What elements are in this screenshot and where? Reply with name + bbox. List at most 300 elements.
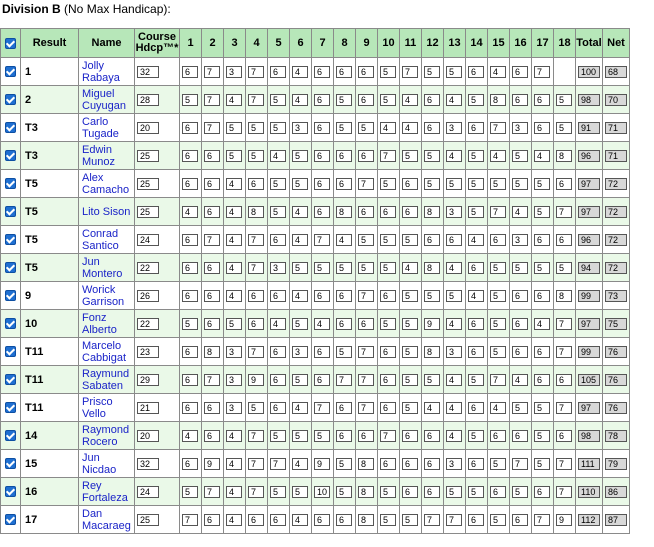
hole-score-field[interactable]: 6 — [380, 346, 396, 358]
hole-score-field[interactable]: 3 — [446, 346, 462, 358]
hole-score-field[interactable]: 6 — [490, 430, 506, 442]
hole-score-field[interactable]: 6 — [424, 430, 440, 442]
hole-score-field[interactable]: 5 — [336, 94, 352, 106]
hole-score-field[interactable]: 6 — [468, 346, 484, 358]
row-checkbox[interactable] — [5, 430, 16, 441]
player-name-link[interactable] — [82, 424, 134, 448]
hole-score-field[interactable]: 5 — [358, 262, 374, 274]
hdcp-field[interactable]: 28 — [137, 94, 159, 106]
hole-score-field[interactable]: 5 — [446, 290, 462, 302]
hole-score-field[interactable]: 5 — [402, 346, 418, 358]
hole-score-field[interactable]: 5 — [182, 94, 198, 106]
hole-score-field[interactable]: 5 — [292, 430, 308, 442]
player-name-link[interactable] — [82, 508, 134, 532]
hole-score-field[interactable]: 4 — [402, 94, 418, 106]
hole-score-field[interactable]: 5 — [402, 290, 418, 302]
hole-score-field[interactable]: 5 — [424, 66, 440, 78]
hole-score-field[interactable]: 6 — [248, 318, 264, 330]
hole-score-field[interactable]: 5 — [490, 262, 506, 274]
hole-score-field[interactable]: 5 — [226, 318, 242, 330]
player-name-link[interactable] — [82, 312, 134, 336]
hole-score-field[interactable]: 5 — [336, 346, 352, 358]
hole-score-field[interactable]: 5 — [402, 234, 418, 246]
hole-score-field[interactable]: 6 — [248, 514, 264, 526]
hole-score-field[interactable]: 6 — [468, 66, 484, 78]
hole-score-field[interactable]: 6 — [534, 374, 550, 386]
hole-score-field[interactable]: 7 — [358, 178, 374, 190]
hole-score-field[interactable]: 6 — [248, 290, 264, 302]
hole-score-field[interactable]: 5 — [534, 178, 550, 190]
player-name-link[interactable] — [82, 284, 134, 308]
hole-score-field[interactable]: 5 — [380, 318, 396, 330]
hole-score-field[interactable]: 5 — [358, 122, 374, 134]
hole-score-field[interactable]: 7 — [248, 234, 264, 246]
hole-score-field[interactable]: 4 — [292, 290, 308, 302]
hole-score-field[interactable]: 7 — [446, 514, 462, 526]
hole-score-field[interactable]: 5 — [248, 150, 264, 162]
hole-score-field[interactable]: 5 — [534, 430, 550, 442]
player-name-link[interactable] — [82, 396, 134, 420]
hole-score-field[interactable]: 7 — [490, 206, 506, 218]
hole-score-field[interactable]: 6 — [534, 234, 550, 246]
hole-score-field[interactable]: 8 — [424, 346, 440, 358]
hole-score-field[interactable]: 5 — [490, 290, 506, 302]
hole-score-field[interactable]: 4 — [446, 402, 462, 414]
hole-score-field[interactable]: 7 — [380, 430, 396, 442]
hole-score-field[interactable]: 6 — [424, 234, 440, 246]
hole-score-field[interactable]: 6 — [424, 458, 440, 470]
hole-score-field[interactable]: 8 — [556, 290, 572, 302]
select-all-checkbox[interactable] — [5, 38, 16, 49]
hole-score-field[interactable]: 7 — [490, 122, 506, 134]
hole-score-field[interactable]: 6 — [512, 346, 528, 358]
hole-score-field[interactable]: 4 — [446, 94, 462, 106]
hole-score-field[interactable]: 6 — [204, 402, 220, 414]
hole-score-field[interactable]: 4 — [490, 150, 506, 162]
player-name-link[interactable] — [82, 340, 134, 364]
hole-score-field[interactable]: 7 — [248, 66, 264, 78]
hole-score-field[interactable]: 4 — [292, 66, 308, 78]
hole-score-field[interactable]: 8 — [358, 458, 374, 470]
hole-score-field[interactable]: 6 — [490, 234, 506, 246]
hole-score-field[interactable]: 6 — [314, 374, 330, 386]
hole-score-field[interactable]: 7 — [248, 486, 264, 498]
hole-score-field[interactable]: 5 — [336, 486, 352, 498]
hdcp-field[interactable]: 25 — [137, 514, 159, 526]
hole-score-field[interactable]: 5 — [270, 178, 286, 190]
hole-score-field[interactable]: 6 — [556, 178, 572, 190]
hole-score-field[interactable]: 6 — [182, 178, 198, 190]
hole-score-field[interactable]: 5 — [512, 150, 528, 162]
hole-score-field[interactable]: 5 — [270, 94, 286, 106]
hole-score-field[interactable]: 6 — [314, 514, 330, 526]
hole-score-field[interactable]: 6 — [358, 66, 374, 78]
hole-score-field[interactable]: 3 — [226, 346, 242, 358]
row-checkbox[interactable] — [5, 178, 16, 189]
hole-score-field[interactable]: 6 — [336, 66, 352, 78]
hole-score-field[interactable]: 5 — [534, 458, 550, 470]
hole-score-field[interactable]: 9 — [248, 374, 264, 386]
hole-score-field[interactable]: 4 — [182, 206, 198, 218]
hole-score-field[interactable]: 5 — [314, 262, 330, 274]
hole-score-field[interactable]: 5 — [424, 178, 440, 190]
hdcp-field[interactable]: 25 — [137, 206, 159, 218]
hole-score-field[interactable]: 4 — [226, 290, 242, 302]
hole-score-field[interactable]: 6 — [358, 318, 374, 330]
hole-score-field[interactable]: 6 — [402, 430, 418, 442]
hole-score-field[interactable]: 3 — [270, 262, 286, 274]
hole-score-field[interactable]: 6 — [182, 234, 198, 246]
hole-score-field[interactable]: 6 — [336, 318, 352, 330]
hole-score-field[interactable]: 5 — [468, 206, 484, 218]
hole-score-field[interactable]: 8 — [204, 346, 220, 358]
hole-score-field[interactable]: 6 — [402, 178, 418, 190]
hole-score-field[interactable]: 5 — [402, 150, 418, 162]
player-name-link[interactable] — [82, 116, 134, 140]
hole-score-field[interactable]: 4 — [468, 290, 484, 302]
hole-score-field[interactable]: 5 — [556, 94, 572, 106]
hole-score-field[interactable]: 5 — [380, 514, 396, 526]
row-checkbox[interactable] — [5, 514, 16, 525]
hole-score-field[interactable]: 6 — [204, 150, 220, 162]
hole-score-field[interactable]: 4 — [292, 514, 308, 526]
hole-score-field[interactable]: 6 — [402, 486, 418, 498]
hdcp-field[interactable]: 25 — [137, 150, 159, 162]
hole-score-field[interactable]: 6 — [182, 122, 198, 134]
hole-score-field[interactable]: 6 — [314, 122, 330, 134]
hole-score-field[interactable]: 5 — [292, 486, 308, 498]
hole-score-field[interactable]: 5 — [248, 402, 264, 414]
hole-score-field[interactable]: 5 — [468, 94, 484, 106]
hole-score-field[interactable]: 5 — [380, 486, 396, 498]
hole-score-field[interactable]: 4 — [402, 262, 418, 274]
hole-score-field[interactable]: 6 — [204, 318, 220, 330]
hole-score-field[interactable]: 5 — [270, 486, 286, 498]
hole-score-field[interactable]: 5 — [292, 318, 308, 330]
hdcp-field[interactable]: 24 — [137, 234, 159, 246]
hole-score-field[interactable]: 7 — [358, 402, 374, 414]
hole-score-field[interactable]: 4 — [292, 206, 308, 218]
hole-score-field[interactable]: 6 — [270, 402, 286, 414]
hole-score-field[interactable]: 6 — [358, 430, 374, 442]
hole-score-field[interactable]: 6 — [336, 178, 352, 190]
hole-score-field[interactable]: 4 — [270, 150, 286, 162]
hole-score-field[interactable]: 3 — [446, 206, 462, 218]
hole-score-field[interactable]: 5 — [248, 122, 264, 134]
hole-score-field[interactable]: 7 — [358, 346, 374, 358]
hole-score-field[interactable]: 6 — [534, 346, 550, 358]
hdcp-field[interactable]: 21 — [137, 402, 159, 414]
hole-score-field[interactable]: 6 — [270, 374, 286, 386]
hole-score-field[interactable]: 5 — [424, 374, 440, 386]
hole-score-field[interactable]: 6 — [512, 94, 528, 106]
hole-score-field[interactable]: 4 — [226, 514, 242, 526]
hole-score-field[interactable]: 4 — [534, 150, 550, 162]
hole-score-field[interactable]: 4 — [292, 402, 308, 414]
row-checkbox[interactable] — [5, 458, 16, 469]
hole-score-field[interactable]: 5 — [512, 402, 528, 414]
row-checkbox[interactable] — [5, 206, 16, 217]
row-checkbox[interactable] — [5, 66, 16, 77]
player-name-link[interactable] — [82, 256, 134, 280]
hole-score-field[interactable]: 6 — [380, 458, 396, 470]
hole-score-field[interactable]: 6 — [182, 66, 198, 78]
hole-score-field[interactable]: 5 — [182, 318, 198, 330]
hole-score-field[interactable]: 5 — [292, 374, 308, 386]
hole-score-field[interactable]: 6 — [512, 430, 528, 442]
hole-score-field[interactable]: 6 — [314, 346, 330, 358]
hole-score-field[interactable]: 6 — [314, 290, 330, 302]
hole-score-field[interactable]: 5 — [336, 122, 352, 134]
hole-score-field[interactable]: 7 — [204, 122, 220, 134]
hole-score-field[interactable]: 5 — [336, 458, 352, 470]
hole-score-field[interactable]: 6 — [182, 150, 198, 162]
hole-score-field[interactable]: 7 — [248, 458, 264, 470]
hole-score-field[interactable]: 7 — [556, 318, 572, 330]
hole-score-field[interactable]: 6 — [204, 262, 220, 274]
hole-score-field[interactable]: 6 — [204, 178, 220, 190]
hole-score-field[interactable]: 6 — [512, 514, 528, 526]
row-checkbox[interactable] — [5, 402, 16, 413]
row-checkbox[interactable] — [5, 290, 16, 301]
hdcp-field[interactable]: 22 — [137, 262, 159, 274]
hole-score-field[interactable]: 6 — [424, 122, 440, 134]
hole-score-field[interactable]: 5 — [358, 234, 374, 246]
hole-score-field[interactable]: 7 — [512, 458, 528, 470]
hole-score-field[interactable]: 4 — [512, 374, 528, 386]
hole-score-field[interactable]: 5 — [424, 290, 440, 302]
hole-score-field[interactable]: 4 — [292, 94, 308, 106]
hole-score-field[interactable]: 5 — [490, 318, 506, 330]
hole-score-field[interactable]: 6 — [270, 66, 286, 78]
hole-score-field[interactable]: 6 — [270, 346, 286, 358]
hole-score-field[interactable]: 6 — [446, 234, 462, 246]
player-name-link[interactable] — [82, 88, 134, 112]
hole-score-field[interactable]: 6 — [314, 66, 330, 78]
hole-score-field[interactable]: 6 — [182, 402, 198, 414]
player-name-link[interactable] — [82, 172, 134, 196]
hole-score-field[interactable]: 5 — [490, 458, 506, 470]
hole-score-field[interactable]: 6 — [358, 150, 374, 162]
hole-score-field[interactable]: 8 — [424, 262, 440, 274]
hole-score-field[interactable]: 8 — [248, 206, 264, 218]
hole-score-field[interactable]: 5 — [512, 486, 528, 498]
hole-score-field[interactable]: 5 — [534, 262, 550, 274]
hole-score-field[interactable]: 5 — [468, 430, 484, 442]
hole-score-field[interactable]: 7 — [556, 346, 572, 358]
hdcp-field[interactable]: 26 — [137, 290, 159, 302]
hole-score-field[interactable]: 7 — [270, 458, 286, 470]
hole-score-field[interactable]: 6 — [358, 94, 374, 106]
hole-score-field[interactable]: 5 — [490, 178, 506, 190]
hole-score-field[interactable]: 8 — [490, 94, 506, 106]
hole-score-field[interactable]: 7 — [248, 262, 264, 274]
hole-score-field[interactable]: 6 — [512, 66, 528, 78]
hole-score-field[interactable]: 8 — [358, 514, 374, 526]
player-name-link[interactable] — [82, 144, 134, 168]
hole-score-field[interactable]: 7 — [248, 346, 264, 358]
hole-score-field[interactable]: 5 — [556, 122, 572, 134]
hdcp-field[interactable]: 29 — [137, 374, 159, 386]
hole-score-field[interactable]: 7 — [314, 402, 330, 414]
hole-score-field[interactable]: 6 — [380, 402, 396, 414]
hole-score-field[interactable]: 6 — [380, 206, 396, 218]
hdcp-field[interactable]: 20 — [137, 430, 159, 442]
hdcp-field[interactable]: 25 — [137, 178, 159, 190]
hole-score-field[interactable]: 7 — [424, 514, 440, 526]
hole-score-field[interactable]: 5 — [490, 514, 506, 526]
hole-score-field[interactable]: 6 — [402, 206, 418, 218]
hole-score-field[interactable]: 5 — [534, 206, 550, 218]
hole-score-field[interactable]: 3 — [292, 122, 308, 134]
hole-score-field[interactable]: 5 — [380, 178, 396, 190]
hole-score-field[interactable]: 6 — [512, 318, 528, 330]
hole-score-field[interactable]: 5 — [446, 178, 462, 190]
hole-score-field[interactable]: 6 — [424, 94, 440, 106]
hole-score-field[interactable]: 7 — [248, 430, 264, 442]
hole-score-field[interactable]: 6 — [336, 514, 352, 526]
row-checkbox[interactable] — [5, 346, 16, 357]
hole-score-field[interactable]: 7 — [204, 486, 220, 498]
header-name[interactable]: Name — [79, 29, 135, 58]
hole-score-field[interactable]: 4 — [402, 122, 418, 134]
hole-score-field[interactable]: 4 — [292, 458, 308, 470]
hole-score-field[interactable]: 6 — [380, 290, 396, 302]
hole-score-field[interactable]: 7 — [204, 234, 220, 246]
hole-score-field[interactable]: 6 — [336, 402, 352, 414]
hole-score-field[interactable]: 8 — [556, 150, 572, 162]
hole-score-field[interactable]: 6 — [534, 122, 550, 134]
hole-score-field[interactable]: 5 — [336, 262, 352, 274]
hole-score-field[interactable]: 6 — [336, 290, 352, 302]
hole-score-field[interactable]: 4 — [270, 318, 286, 330]
hole-score-field[interactable]: 5 — [270, 430, 286, 442]
hole-score-field[interactable]: 6 — [468, 402, 484, 414]
hole-score-field[interactable]: 7 — [204, 94, 220, 106]
hole-score-field[interactable]: 5 — [556, 262, 572, 274]
hdcp-field[interactable]: 23 — [137, 346, 159, 358]
hole-score-field[interactable]: 5 — [534, 402, 550, 414]
hole-score-field[interactable]: 5 — [424, 150, 440, 162]
hole-score-field[interactable]: 3 — [512, 234, 528, 246]
hole-score-field[interactable]: 7 — [556, 206, 572, 218]
hole-score-field[interactable]: 4 — [226, 262, 242, 274]
hole-score-field[interactable]: 4 — [292, 234, 308, 246]
row-checkbox[interactable] — [5, 122, 16, 133]
hole-score-field[interactable]: 5 — [380, 262, 396, 274]
hole-score-field[interactable]: 5 — [402, 318, 418, 330]
hole-score-field[interactable]: 3 — [226, 402, 242, 414]
hole-score-field[interactable]: 4 — [446, 318, 462, 330]
hdcp-field[interactable]: 22 — [137, 318, 159, 330]
hole-score-field[interactable]: 5 — [490, 346, 506, 358]
row-checkbox[interactable] — [5, 374, 16, 385]
hole-score-field[interactable]: 5 — [468, 486, 484, 498]
hole-score-field[interactable]: 5 — [292, 262, 308, 274]
hole-score-field[interactable]: 7 — [402, 66, 418, 78]
player-name-link[interactable] — [82, 228, 134, 252]
hole-score-field[interactable]: 9 — [204, 458, 220, 470]
hole-score-field[interactable]: 7 — [556, 486, 572, 498]
hole-score-field[interactable]: 5 — [226, 150, 242, 162]
hole-score-field[interactable]: 8 — [336, 206, 352, 218]
hole-score-field[interactable]: 5 — [468, 150, 484, 162]
hole-score-field[interactable]: 10 — [314, 486, 330, 498]
hole-score-field[interactable]: 6 — [468, 514, 484, 526]
hole-score-field[interactable]: 6 — [336, 150, 352, 162]
hdcp-field[interactable]: 20 — [137, 122, 159, 134]
hole-score-field[interactable]: 6 — [204, 430, 220, 442]
hole-score-field[interactable]: 9 — [556, 514, 572, 526]
hdcp-field[interactable]: 32 — [137, 458, 159, 470]
player-name-link[interactable] — [82, 60, 134, 84]
hole-score-field[interactable]: 6 — [534, 94, 550, 106]
hole-score-field[interactable]: 4 — [336, 234, 352, 246]
hole-score-field[interactable]: 6 — [424, 486, 440, 498]
hole-score-field[interactable]: 7 — [336, 374, 352, 386]
hole-score-field[interactable]: 5 — [292, 150, 308, 162]
hole-score-field[interactable]: 5 — [402, 402, 418, 414]
hole-score-field[interactable]: 5 — [446, 486, 462, 498]
hole-score-field[interactable]: 5 — [512, 178, 528, 190]
hole-score-field[interactable]: 4 — [534, 318, 550, 330]
hole-score-field[interactable]: 3 — [512, 122, 528, 134]
row-checkbox[interactable] — [5, 150, 16, 161]
hole-score-field[interactable]: 6 — [270, 514, 286, 526]
hole-score-field[interactable]: 4 — [468, 234, 484, 246]
hole-score-field[interactable]: 4 — [490, 402, 506, 414]
hole-score-field[interactable]: 6 — [490, 486, 506, 498]
hole-score-field[interactable]: 6 — [556, 234, 572, 246]
hole-score-field[interactable]: 7 — [358, 290, 374, 302]
hole-score-field[interactable]: 7 — [248, 94, 264, 106]
hole-score-field[interactable]: 8 — [424, 206, 440, 218]
hole-score-field[interactable]: 6 — [358, 206, 374, 218]
player-name-link[interactable] — [82, 452, 134, 476]
hole-score-field[interactable]: 5 — [380, 234, 396, 246]
hole-score-field[interactable]: 4 — [380, 122, 396, 134]
hole-score-field[interactable]: 7 — [204, 66, 220, 78]
hole-score-field[interactable]: 7 — [534, 66, 550, 78]
hole-score-field[interactable]: 5 — [512, 262, 528, 274]
hole-score-field[interactable]: 4 — [226, 234, 242, 246]
hole-score-field[interactable]: 5 — [292, 178, 308, 190]
hole-score-field[interactable]: 6 — [534, 290, 550, 302]
hole-score-field[interactable]: 7 — [182, 514, 198, 526]
hole-score-field[interactable]: 5 — [380, 66, 396, 78]
hole-score-field[interactable]: 3 — [292, 346, 308, 358]
hole-score-field[interactable]: 4 — [314, 318, 330, 330]
hole-score-field[interactable]: 6 — [468, 262, 484, 274]
row-checkbox[interactable] — [5, 318, 16, 329]
hole-score-field[interactable]: 6 — [556, 430, 572, 442]
hole-score-field[interactable]: 7 — [314, 234, 330, 246]
hole-score-field[interactable]: 6 — [314, 94, 330, 106]
hole-score-field[interactable]: 6 — [556, 374, 572, 386]
hole-score-field[interactable]: 5 — [468, 374, 484, 386]
hole-score-field[interactable]: 6 — [248, 178, 264, 190]
hole-score-field[interactable]: 6 — [204, 290, 220, 302]
hole-score-field[interactable]: 5 — [270, 206, 286, 218]
hole-score-field[interactable]: 4 — [226, 458, 242, 470]
hole-score-field[interactable]: 6 — [270, 290, 286, 302]
hole-score-field[interactable]: 6 — [314, 178, 330, 190]
hole-score-field[interactable]: 3 — [446, 122, 462, 134]
row-checkbox[interactable] — [5, 262, 16, 273]
hole-score-field[interactable]: 7 — [556, 402, 572, 414]
hole-score-field[interactable]: 6 — [204, 514, 220, 526]
hole-score-field[interactable]: 6 — [314, 150, 330, 162]
